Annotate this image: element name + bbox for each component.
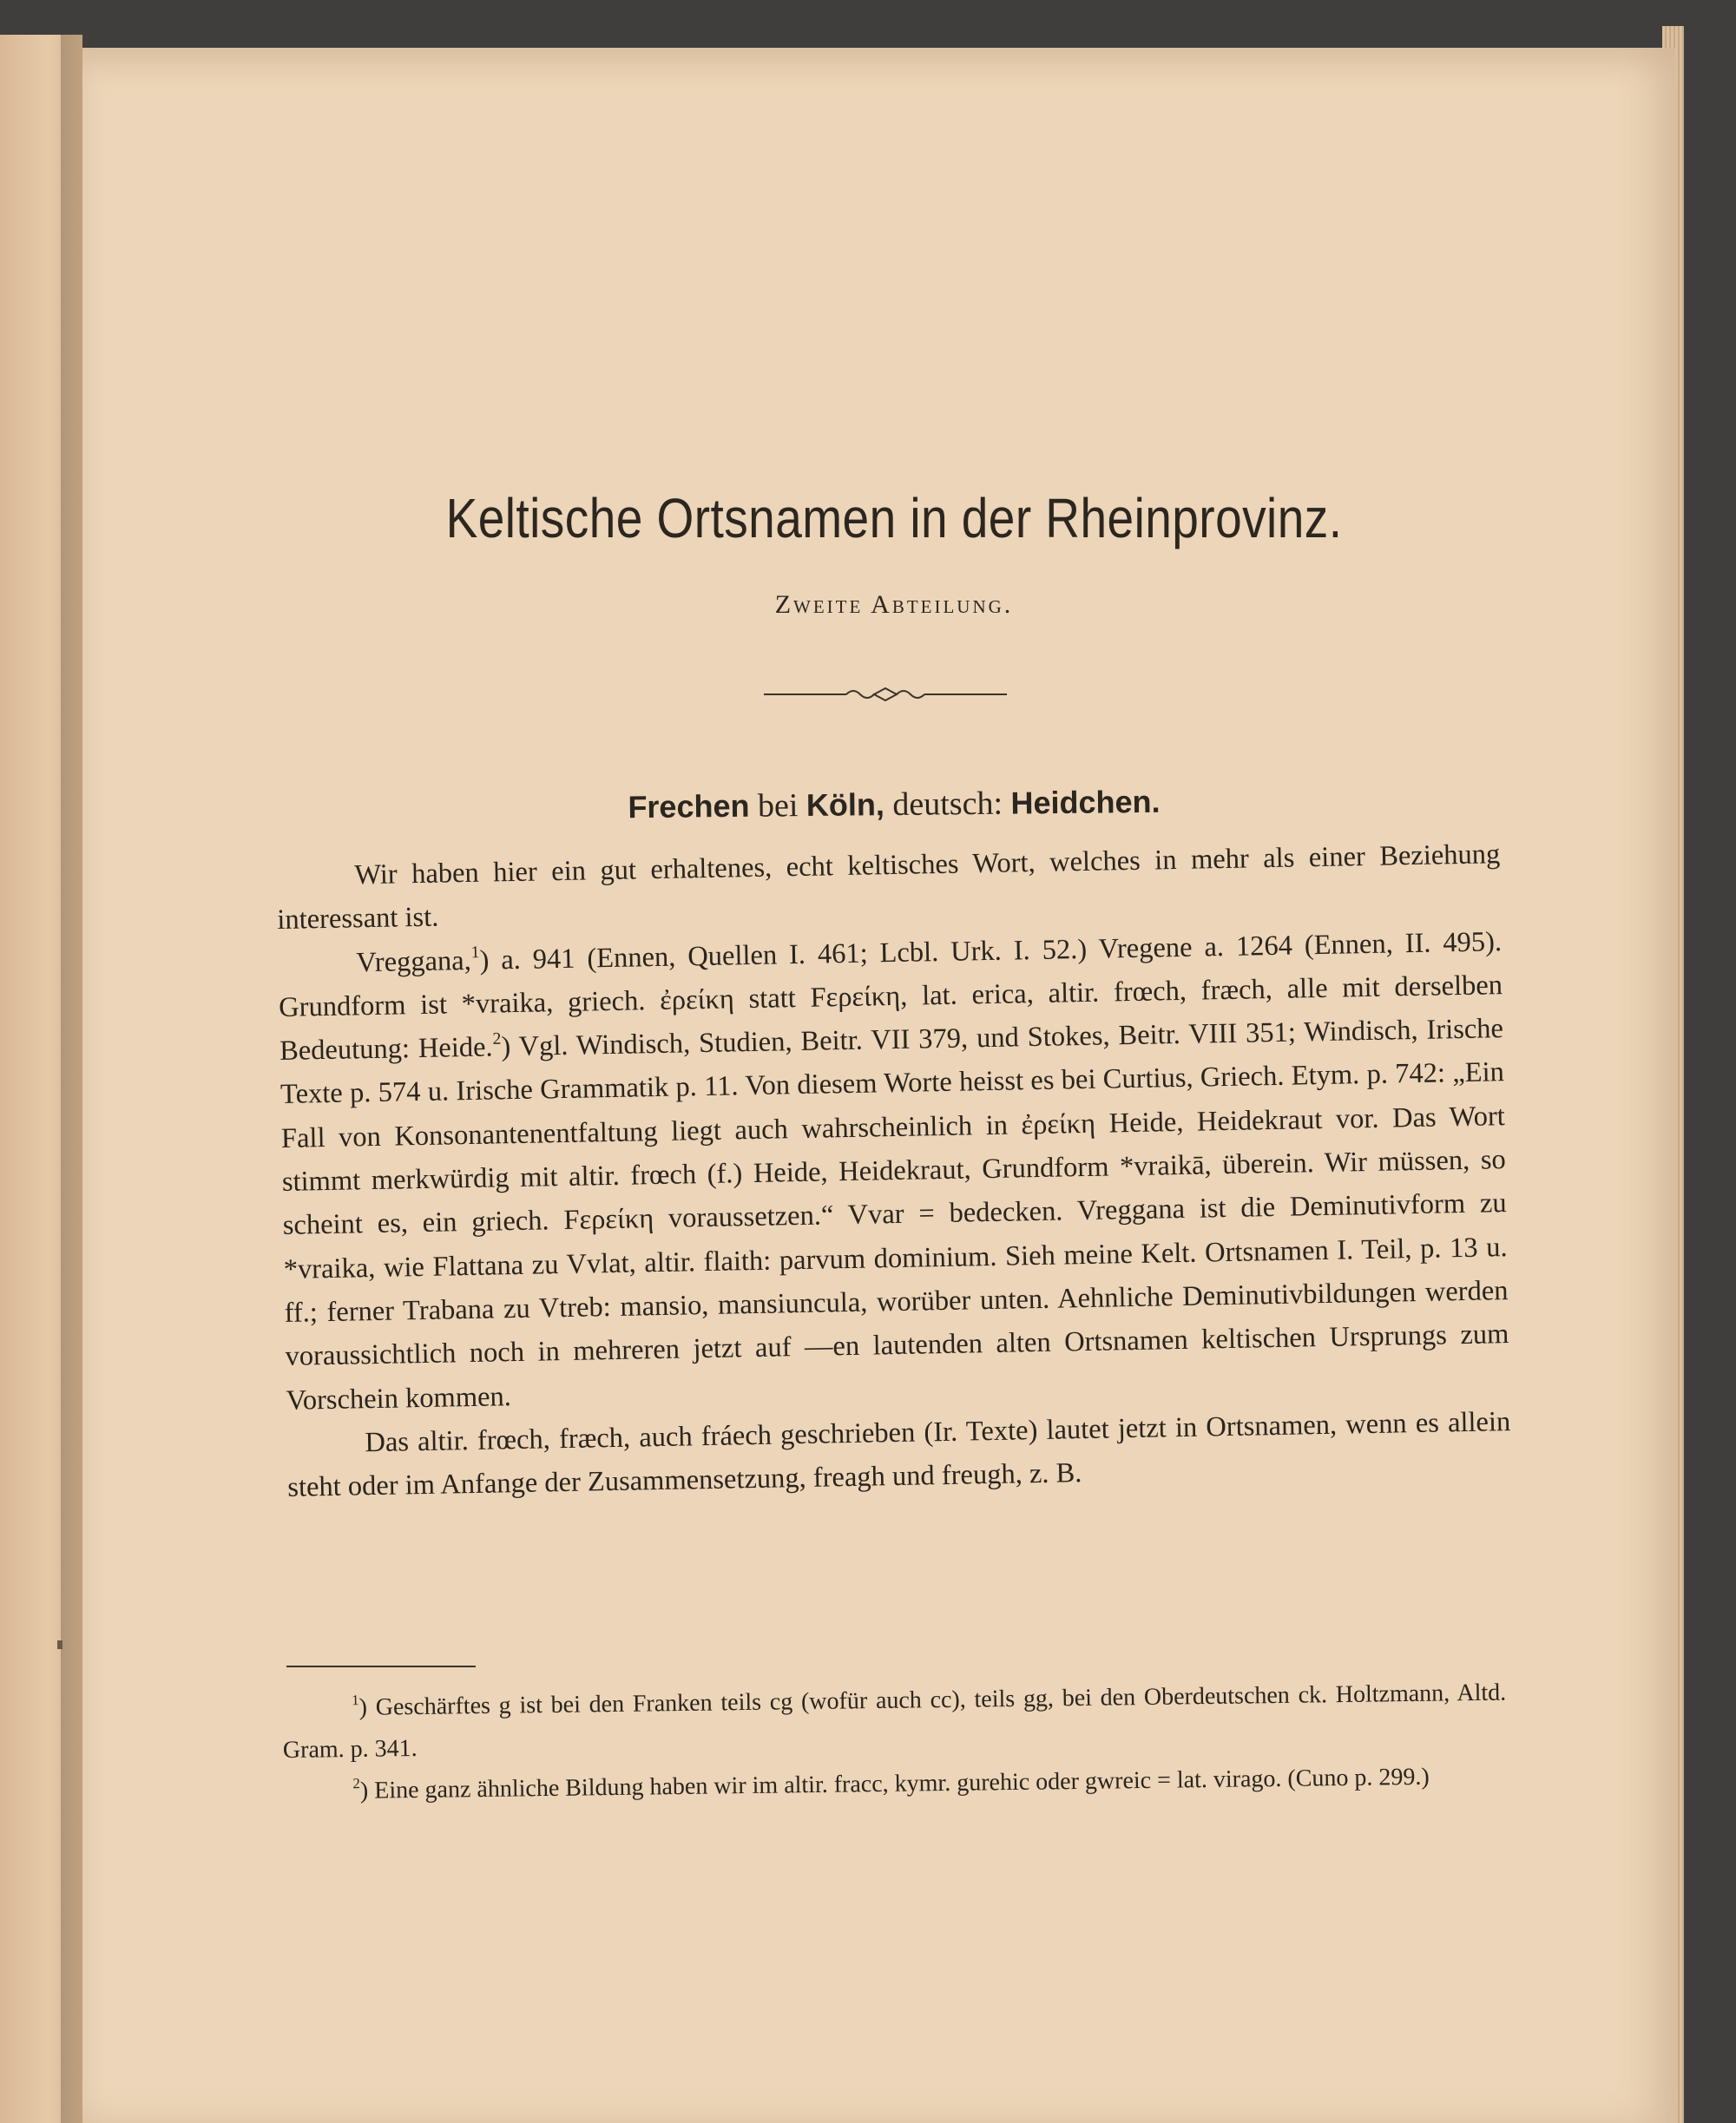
footnote-text: ) Eine ganz ähnliche Bildung haben wir im altir. fracc, kymr. gurehic oder gwreic = lat. virago. (Cuno p. 299.) bbox=[359, 1763, 1430, 1804]
footnote-mark: 1 bbox=[352, 1692, 359, 1709]
footnote-1 bbox=[282, 1673, 1507, 1771]
paragraph-1: Wir haben hier ein gut erhaltenes, echt keltisches Wort, welches in mehr als einer Beziehung interessant ist. bbox=[277, 838, 1501, 937]
ornament-divider bbox=[764, 684, 1007, 705]
heading-german: Heidchen. bbox=[1010, 783, 1161, 821]
footnote-rule bbox=[286, 1666, 476, 1667]
footnotes bbox=[282, 1673, 1508, 1813]
heading-city: Köln, bbox=[806, 786, 885, 824]
paragraph-2-text-a: ) a. 941 (Ennen, Quellen I. 461; Lcbl. Urk. I. 52.) Vregene a. 1264 (Ennen, II. 495). Grundform ist *vraika, griech. ἐρείκη statt Fερείκη, lat. erica, altir. frœch, fræch, alle mit derselben Bedeutung: Heide. bbox=[278, 925, 1503, 1068]
footnote-ref-1: 1 bbox=[470, 943, 480, 962]
heading-place: Frechen bbox=[628, 787, 750, 825]
footnote-ref-2: 2 bbox=[492, 1029, 502, 1049]
paragraph-2 bbox=[278, 920, 1510, 1423]
footnote-text: ) Geschärftes g ist bei den Franken teils cg (wofür auch cc), teils gg, bei den Oberdeutschen ck. Holtzmann, Altd. Gram. p. 341. bbox=[282, 1679, 1507, 1764]
paragraph-2-lead: Vreggana, bbox=[355, 944, 472, 978]
heading-text: bei bbox=[749, 787, 807, 825]
body-text bbox=[276, 832, 1512, 1509]
paragraph-3: Das altir. frœch, fræch, auch fráech geschrieben (Ir. Texte) lautet jetzt in Ortsnamen, wenn es allein steht oder im Anfange der Zusammensetzung, freagh und freugh, z. B. bbox=[287, 1405, 1511, 1504]
footnote-mark: 2 bbox=[352, 1775, 360, 1792]
heading-text: deutsch: bbox=[884, 785, 1011, 824]
paragraph-2-text-b: ) Vgl. Windisch, Studien, Beitr. VII 379, und Stokes, Beitr. VIII 351; Windisch, Irische Texte p. 574 u. Irische Grammatik p. 11. Von diesem Worte heisst es bei Curtius, Griech. Etym. p. 742: „Ein Fall von Konsonantenentfaltung liegt auch wahrscheinlich in ἐρείκη Heide, Heidekraut vor. Das Wort stimmt merkwürdig mit altir. frœch (f.) Heide, Heidekraut, Grundform *vraikā, überein. Wir müssen, so scheint es, ein griech. Fερείκη voraussetzen.“ Vvar = bedecken. Vreggana ist die Deminutivform zu *vraika, wie Flattana zu Vvlat, altir. flaith: parvum dominium. Sieh meine Kelt. Ortsnamen I. Teil, p. 13 u. ff.; ferner Trabana zu Vtreb: mansio, mansiuncula, worüber unten. Aehnliche Deminutivbildungen werden voraussichtlich noch in mehreren jetzt auf —en lautenden alten Ortsnamen keltischen Ursprungs zum Vorschein kommen. bbox=[279, 1013, 1509, 1416]
page-subtitle: Zweite Abteilung. bbox=[774, 590, 1014, 619]
spine-mark bbox=[57, 1640, 62, 1649]
page-title: Keltische Ortsnamen in der Rheinprovinz. bbox=[445, 487, 1343, 549]
